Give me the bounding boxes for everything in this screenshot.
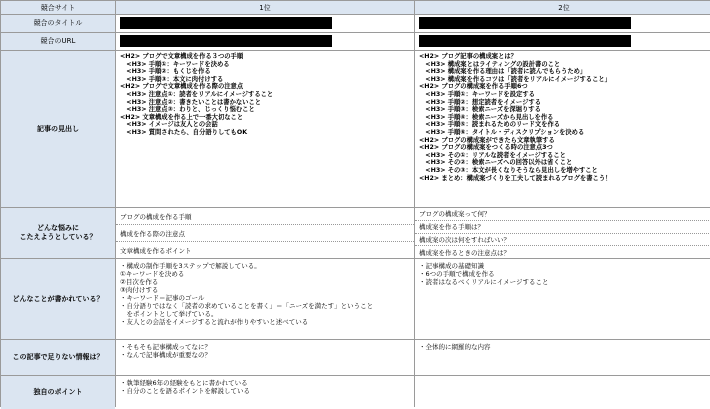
text-line: <H3> 手順①：キーワードを設定する bbox=[419, 90, 535, 98]
cell-missing-rank1[interactable] bbox=[116, 340, 414, 375]
row-label-url: 競合のURL bbox=[1, 33, 115, 50]
cell-worries-rank1[interactable] bbox=[116, 208, 414, 258]
text-line: <H3> 手順②：想定読者をイメージする bbox=[419, 98, 541, 106]
text-line: <H3> イメージは友人との会話 bbox=[120, 121, 218, 129]
cell-title-rank2[interactable] bbox=[415, 15, 710, 32]
text-line: <H3> 注意点①：読者をリアルにイメージすること bbox=[120, 90, 274, 98]
text-line: ・なんで記事構成が重要なの？ bbox=[120, 351, 211, 359]
text-line: ・6つの手順で構成を作る bbox=[419, 270, 495, 278]
text-line: <H3> 構成案を作る理由は「読者に読んでもらうため」 bbox=[419, 68, 587, 76]
sub-row[interactable]: ブログの構成を作る手順 bbox=[116, 208, 414, 225]
cell-headings-rank2[interactable] bbox=[415, 51, 710, 207]
text-line: <H3> 手順④：検索ニーズから見出しを作る bbox=[419, 113, 554, 121]
row-label-headings: 記事の見出し bbox=[1, 51, 115, 207]
text-line: <H2> ブログで文章構成を作る３つの手順 bbox=[120, 53, 244, 60]
sub-row[interactable]: ブログの構成案って何？ bbox=[415, 208, 710, 221]
text-line: ・キーワード＝記事のゴール bbox=[120, 294, 205, 302]
sub-row[interactable]: 文章構成を作るポイント bbox=[120, 246, 192, 255]
cell-worries-rank2[interactable] bbox=[415, 208, 710, 258]
redacted-block bbox=[120, 35, 332, 47]
text-line: ③肉付けする bbox=[120, 286, 159, 294]
cell-content-rank2[interactable] bbox=[415, 259, 710, 339]
row-label-worries bbox=[1, 208, 115, 258]
text-line: ②目次を作る bbox=[120, 278, 159, 286]
text-line: ・全体的に網羅的な内容 bbox=[419, 343, 491, 351]
text-line: <H3> 構成案を作るコツは「読者をリアルにイメージすること」 bbox=[419, 75, 611, 83]
text-line: <H2> ブログ記事の構成案とは？ bbox=[419, 53, 517, 60]
text-line: <H3> 手順①：キーワードを決める bbox=[120, 60, 230, 68]
redacted-block bbox=[120, 17, 332, 29]
label-line: どんな悩みに bbox=[37, 224, 79, 232]
text-line: <H3> 注意点③：わりと、じっくり悩むこと bbox=[120, 106, 255, 114]
header-cell-rank2: 2位 bbox=[415, 1, 710, 14]
redacted-block bbox=[419, 35, 631, 47]
cell-missing-rank2[interactable] bbox=[415, 340, 710, 375]
text-line: <H3> 質問されたら、自分語りしてもOK bbox=[120, 128, 248, 136]
text-line: ①キーワードを決める bbox=[120, 270, 185, 278]
cell-content-rank1[interactable] bbox=[116, 259, 414, 339]
text-line: ・構成の制作手順を3ステップで解説している。 bbox=[120, 262, 261, 270]
text-line: <H2> 文章構成を作る上で一番大切なこと bbox=[120, 113, 244, 121]
text-line: ・自分語りではなく「読者の求めていることを書く」＝「ニーズを満たす」ということ bbox=[120, 302, 374, 310]
cell-url-rank1[interactable] bbox=[116, 33, 414, 50]
sub-row[interactable]: 構成案を作るときの注意点は？ bbox=[419, 248, 510, 257]
row-label-missing: この記事で足りない情報は？ bbox=[1, 340, 115, 375]
text-line: ・そもそも記事構成ってなに？ bbox=[120, 343, 211, 351]
text-line: <H3> 手順⑥：タイトル・ディスクリプションを決める bbox=[419, 128, 585, 136]
row-label-title: 競合のタイトル bbox=[1, 15, 115, 32]
cell-headings-rank1[interactable] bbox=[116, 51, 414, 207]
text-line: ・自分のことを語るポイントを解説している bbox=[120, 387, 250, 395]
text-line: ・友人との会話をイメージすると流れが作りやすいと述べている bbox=[120, 318, 309, 326]
header-cell-rank1: 1位 bbox=[116, 1, 414, 14]
text-line: ・執筆経験6年の経験をもとに書かれている bbox=[120, 379, 248, 387]
text-line: <H3> その③：本文が長くなりそうなら見出しを増やすこと bbox=[419, 166, 598, 174]
sub-row[interactable]: 構成案の次は何をすればいい？ bbox=[415, 234, 710, 247]
text-line: <H3> その①：リアルな読者をイメージすること bbox=[419, 151, 566, 159]
row-label-unique: 独自のポイント bbox=[1, 376, 115, 409]
text-line: をポイントとして挙げている。 bbox=[120, 310, 218, 318]
cell-unique-rank2[interactable] bbox=[415, 376, 710, 409]
text-line: ・読者はなるべくリアルにイメージすること bbox=[419, 278, 549, 286]
row-label-content: どんなことが書かれている？ bbox=[1, 259, 115, 339]
text-line: <H3> 手順③：検索ニーズを深堀りする bbox=[419, 106, 541, 114]
header-cell-site: 競合サイト bbox=[1, 1, 115, 14]
sub-row[interactable]: 構成を作る際の注意点 bbox=[116, 225, 414, 242]
cell-unique-rank1[interactable] bbox=[116, 376, 414, 409]
label-line: こたえようとしている？ bbox=[19, 233, 97, 241]
text-line: <H3> 注意点②：書きたいことは書かないこと bbox=[120, 98, 262, 106]
text-line: <H3> 手順②：もくじを作る bbox=[120, 68, 211, 76]
cell-title-rank1[interactable] bbox=[116, 15, 414, 32]
text-line: <H2> まとめ：構成案づくりを工夫して読まれるブログを書こう！ bbox=[419, 174, 612, 182]
sub-row[interactable]: 構成案を作る手順は？ bbox=[415, 221, 710, 234]
text-line: <H3> その②：検索ニーズへの回答以外は省くこと bbox=[419, 159, 573, 167]
text-line: <H2> ブログの構成案を作る手順6つ bbox=[419, 83, 528, 91]
text-line: <H2> ブログで文章構成を作る際の注意点 bbox=[120, 83, 244, 91]
text-line: <H3> 手順⑤：読まれるためのリード文を作る bbox=[419, 121, 561, 129]
text-line: <H2> ブログの構成案ができたら文章執筆する bbox=[419, 136, 555, 144]
text-line: <H3> 手順③：本文に肉付けする bbox=[120, 75, 224, 83]
text-line: <H2> ブログの構成案をつくる時の注意点3つ bbox=[419, 144, 553, 152]
cell-url-rank2[interactable] bbox=[415, 33, 710, 50]
text-line: <H3> 構成案とはライティングの設計書のこと bbox=[419, 60, 561, 68]
redacted-block bbox=[419, 17, 631, 29]
text-line: ・記事構成の基礎知識 bbox=[419, 262, 484, 270]
